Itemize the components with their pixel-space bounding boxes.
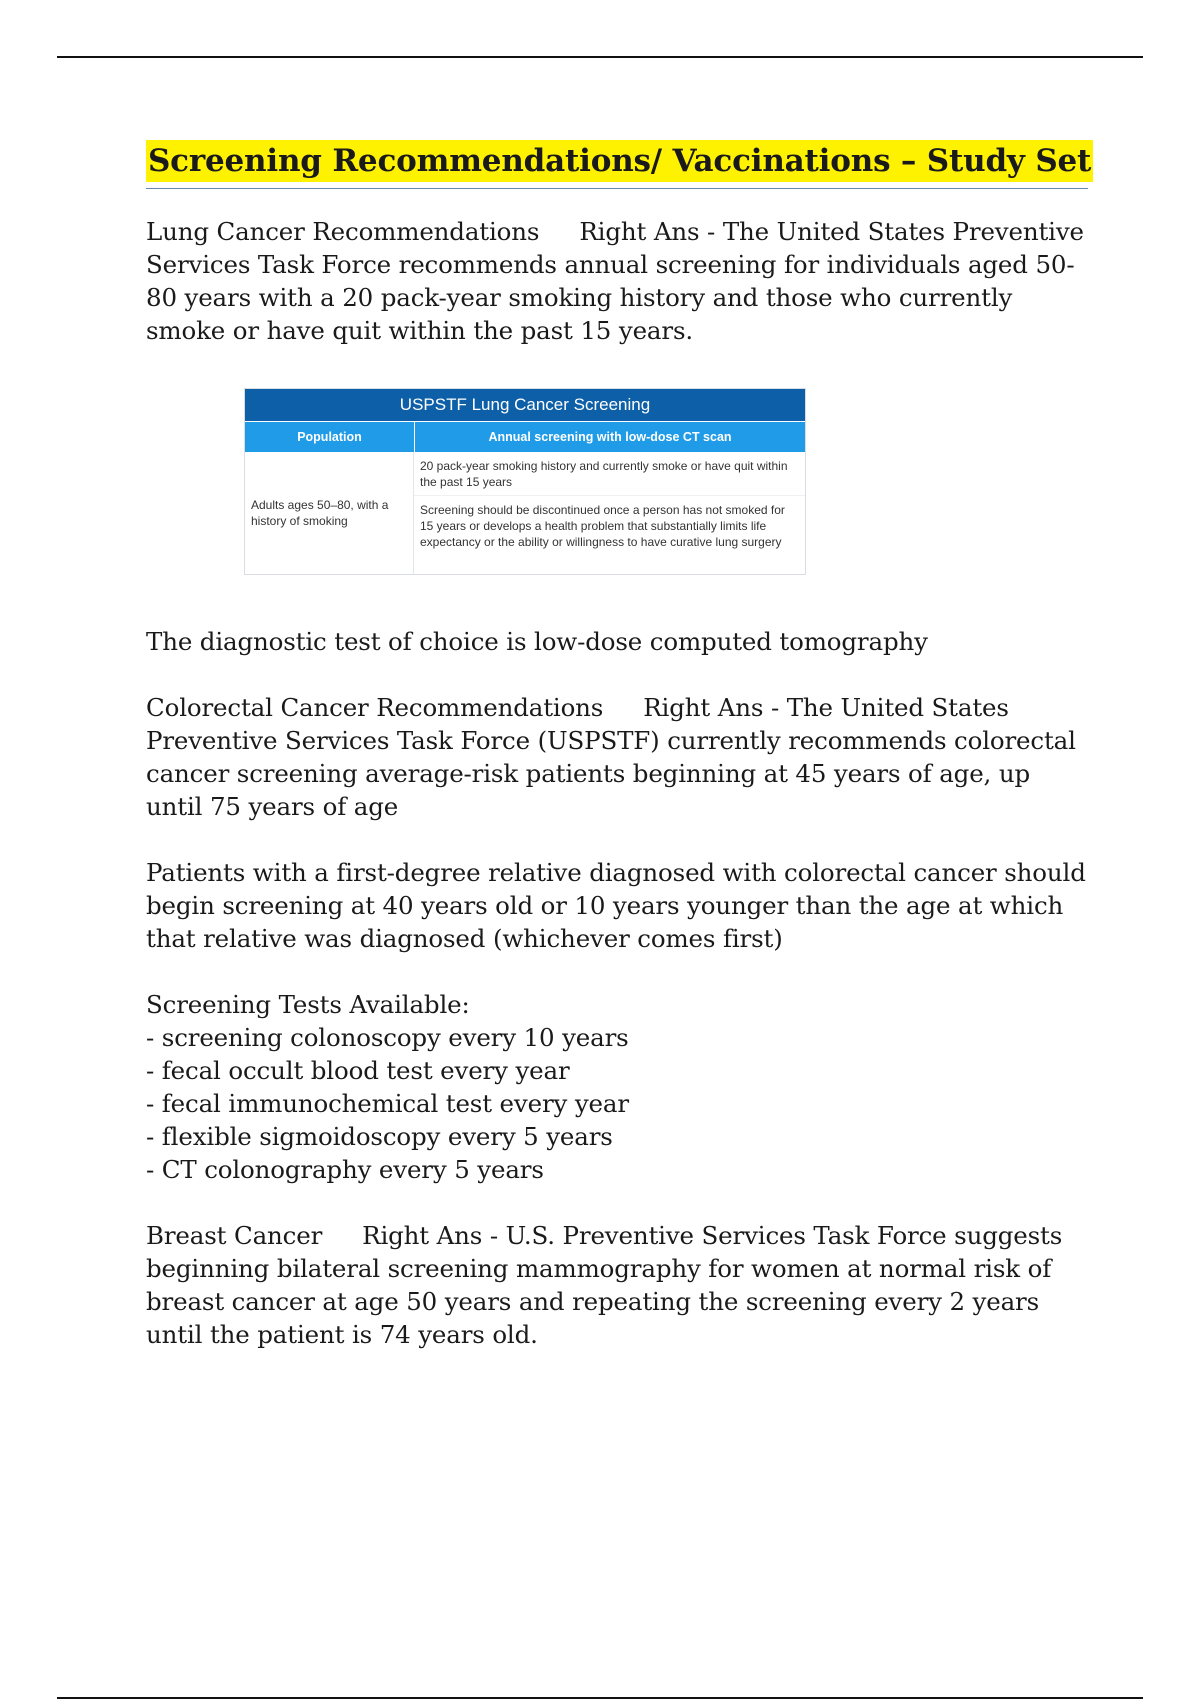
population-cell: Adults ages 50–80, with a history of smoking [251,498,389,528]
discontinue-cell: Screening should be discontinued once a person has not smoked for 15 years or develops a health problem that substantially limits life expectancy or the ability or willingness to have curative lung surgery [420,503,785,549]
list-item: - screening colonoscopy every 10 years [146,1023,629,1052]
lung-question: Lung Cancer Recommendations [146,217,540,246]
title-block [146,140,1092,189]
header-rule [57,56,1143,58]
colorectal-question: Colorectal Cancer Recommendations [146,693,604,722]
breast-cancer-entry [146,1219,1088,1351]
criteria-cell: 20 pack-year smoking history and currently smoke or have quit within the past 15 years [414,452,805,496]
lung-answer: Right Ans - The United States Preventive Services Task Force recommends annual screening for individuals aged 50-80 years with a 20 pack-year smoking history and those who currently smoke or have quit within the past 15 years. [146,217,1084,345]
breast-question: Breast Cancer [146,1221,323,1250]
list-item: - flexible sigmoidoscopy every 5 years [146,1122,613,1151]
lung-cancer-entry [146,215,1088,347]
figure-header-row [245,421,805,452]
population-header: Population [245,422,415,452]
list-item: - CT colonography every 5 years [146,1155,544,1184]
colorectal-entry [146,691,1088,823]
figure-body-row [245,452,805,574]
list-item: - fecal immunochemical test every year [146,1089,629,1118]
footer-rule [57,1697,1143,1699]
breast-answer: Right Ans - U.S. Preventive Services Task Force suggests beginning bilateral screening mammography for women at normal risk of breast cancer at age 50 years and repeating the screening every 2 years until the patient is 74 years old. [146,1221,1063,1349]
list-item: - fecal occult blood test every year [146,1056,570,1085]
colorectal-answer: Right Ans - The United States Preventive Services Task Force (USPSTF) currently recommends colorectal cancer screening average-risk patients beginning at 45 years of age, up until 75 years of age [146,693,1076,821]
screening-tests-list [146,988,1088,1186]
document-title: Screening Recommendations/ Vaccinations – Study Set [146,140,1093,182]
tests-heading: Screening Tests Available: [146,990,470,1019]
figure-title: USPSTF Lung Cancer Screening [245,389,805,421]
document-body [146,140,1092,1351]
diagnostic-note: The diagnostic test of choice is low-dose computed tomography [146,627,928,656]
uspstf-lung-table-figure [244,388,806,575]
first-degree-note: Patients with a first-degree relative diagnosed with colorectal cancer should begin screening at 40 years old or 10 years younger than the age at which that relative was diagnosed (whichever comes first) [146,858,1086,953]
screening-header: Annual screening with low-dose CT scan [488,430,732,444]
